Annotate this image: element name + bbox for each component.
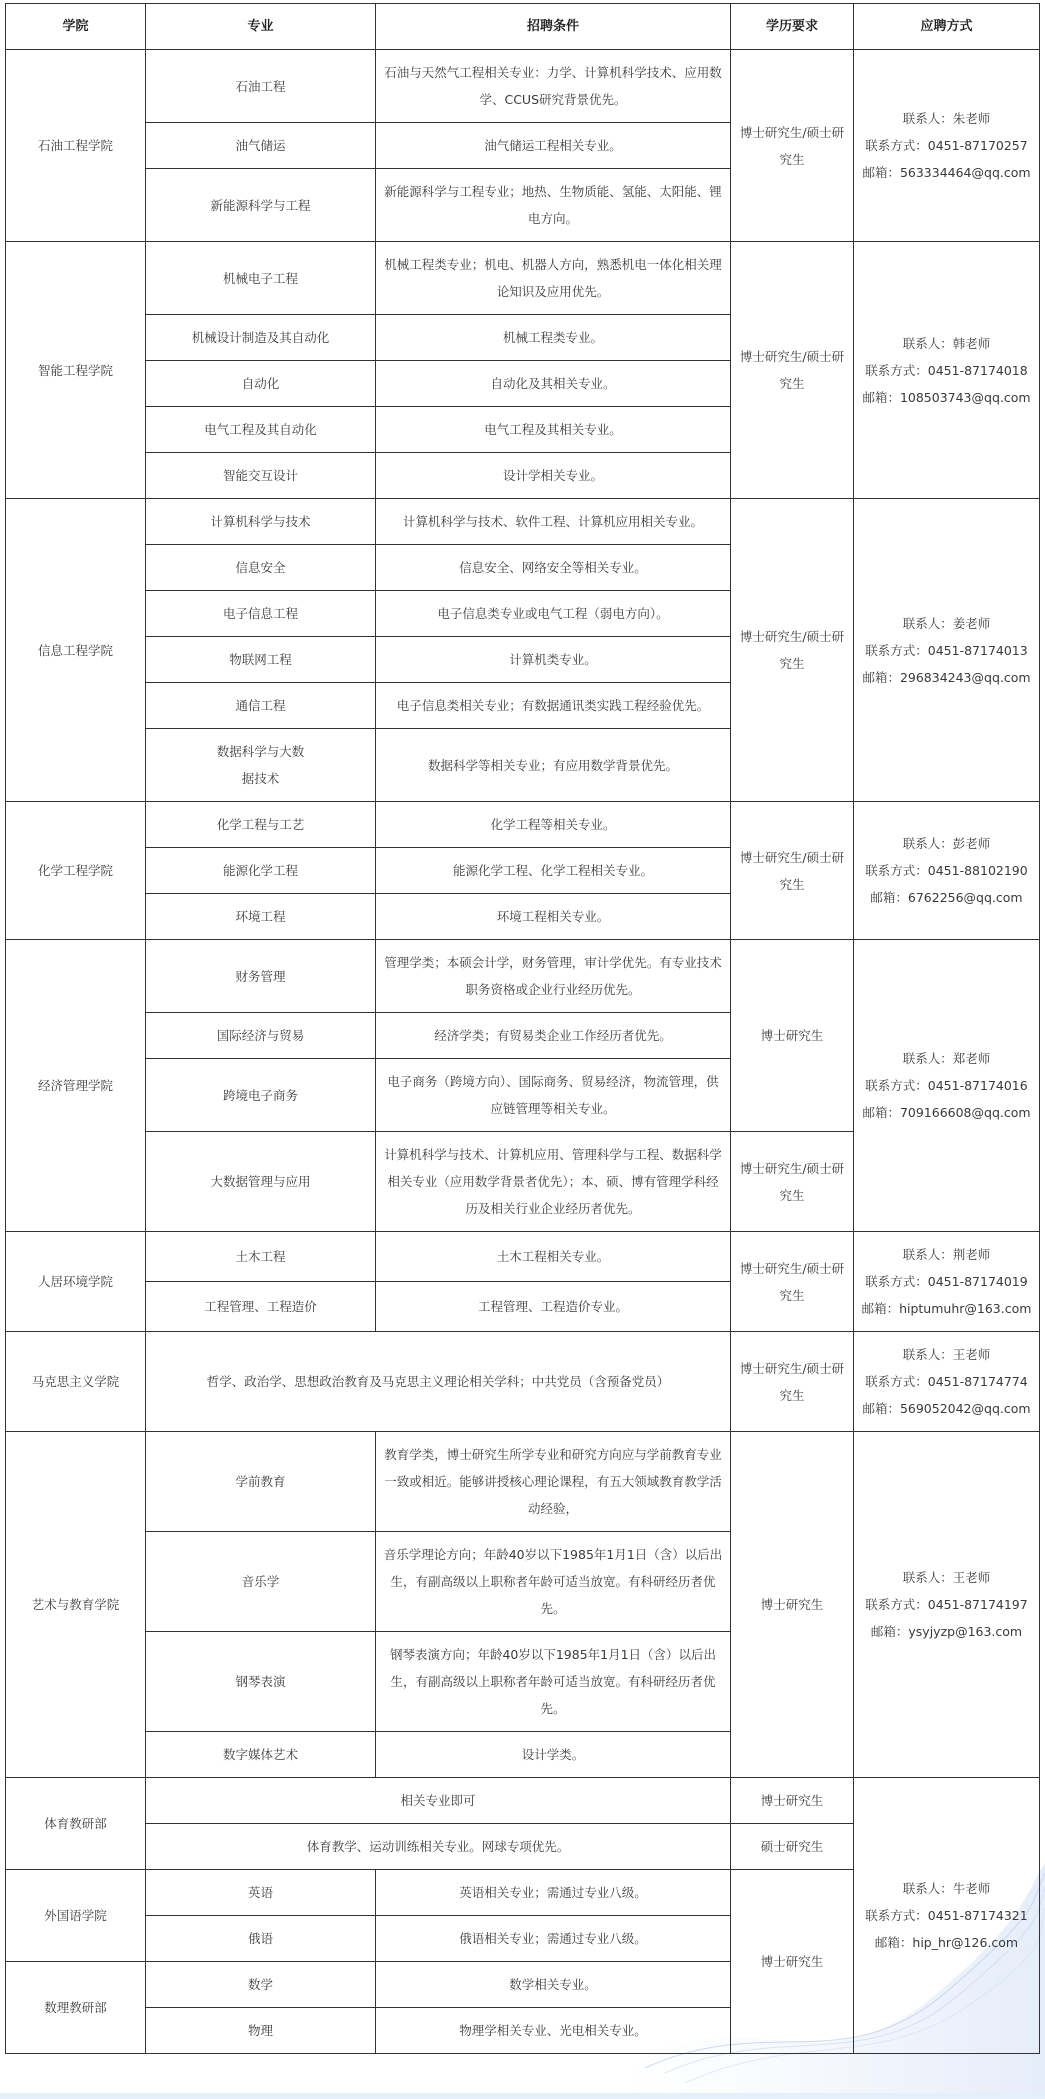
contact-phone: 联系方式：0451-87174019: [865, 1274, 1028, 1289]
college-name: 信息工程学院: [5, 498, 145, 801]
contact-phone: 联系方式：0451-87174018: [865, 362, 1028, 378]
major-cell: 工程管理、工程造价: [145, 1281, 375, 1331]
degree-cell: 博士研究生: [730, 939, 853, 1131]
requirement-cell: 新能源科学与工程专业；地热、生物质能、氢能、太阳能、锂电方向。: [375, 168, 730, 241]
major-cell: 通信工程: [145, 682, 375, 728]
contact-cell: [853, 1331, 1040, 1431]
requirement-cell: 音乐学理论方向；年龄40岁以下1985年1月1日（含）以后出生，有副高级以上职称者年龄可适当放宽。有科研经历者优先。: [375, 1531, 730, 1631]
requirement-cell: 管理学类；本硕会计学，财务管理，审计学优先。有专业技术职务资格或企业行业经历优先。: [375, 939, 730, 1012]
requirement-cell: 教育学类，博士研究生所学专业和研究方向应与学前教育专业一致或相近。能够讲授核心理论课程，有五大领域教育教学活动经验，: [375, 1431, 730, 1531]
contact-phone: 联系方式：0451-87174774: [865, 1374, 1028, 1389]
contact-email[interactable]: 邮箱：709166608@qq.com: [862, 1105, 1031, 1120]
major-cell: 电气工程及其自动化: [145, 406, 375, 452]
header-apply: 应聘方式: [853, 3, 1040, 49]
header-college: 学院: [5, 3, 145, 49]
contact-person: 联系人：荆老师: [902, 1247, 991, 1262]
contact-cell: [853, 1231, 1040, 1331]
contact-phone: 联系方式：0451-88102190: [865, 863, 1028, 878]
contact-cell: [853, 1431, 1040, 1777]
requirement-cell: 环境工程相关专业。: [375, 893, 730, 939]
requirement-cell: 经济学类；有贸易类企业工作经历者优先。: [375, 1012, 730, 1058]
requirement-cell: 物理学相关专业、光电相关专业。: [375, 2007, 730, 2054]
requirement-cell: 体育教学、运动训练相关专业。网球专项优先。: [145, 1823, 730, 1869]
college-name: 外国语学院: [5, 1869, 145, 1961]
major-cell: 数字媒体艺术: [145, 1731, 375, 1777]
contact-email[interactable]: 邮箱：569052042@qq.com: [862, 1401, 1031, 1416]
college-name: 体育教研部: [5, 1777, 145, 1869]
major-cell: 国际经济与贸易: [145, 1012, 375, 1058]
contact-email[interactable]: 邮箱：hiptumuhr@163.com: [861, 1301, 1032, 1316]
header-requirements: 招聘条件: [375, 3, 730, 49]
contact-cell: [853, 1777, 1040, 2054]
contact-email[interactable]: 邮箱：6762256@qq.com: [870, 890, 1023, 905]
degree-cell: 博士研究生/硕士研究生: [730, 498, 853, 801]
requirement-cell: 数据科学等相关专业；有应用数学背景优先。: [375, 728, 730, 801]
footer-band: [0, 2093, 1045, 2099]
contact-phone: 联系方式：0451-87170257: [865, 138, 1028, 153]
major-cell: 计算机科学与技术: [145, 498, 375, 544]
degree-cell: 博士研究生: [730, 1869, 853, 2054]
college-name: 数理教研部: [5, 1961, 145, 2054]
degree-cell: 博士研究生: [730, 1431, 853, 1777]
requirement-cell: 信息安全、网络安全等相关专业。: [375, 544, 730, 590]
requirement-cell: 计算机类专业。: [375, 636, 730, 682]
major-cell: 机械设计制造及其自动化: [145, 314, 375, 360]
major-cell: 英语: [145, 1869, 375, 1915]
requirement-cell: 工程管理、工程造价专业。: [375, 1281, 730, 1331]
requirement-cell: 电气工程及其相关专业。: [375, 406, 730, 452]
degree-cell: 博士研究生/硕士研究生: [730, 801, 853, 939]
header-major: 专业: [145, 3, 375, 49]
contact-person: 联系人：王老师: [902, 1570, 991, 1585]
requirement-cell: 设计学类。: [375, 1731, 730, 1777]
degree-cell: 博士研究生/硕士研究生: [730, 1231, 853, 1331]
major-cell: 物理: [145, 2007, 375, 2054]
major-cell: 土木工程: [145, 1231, 375, 1281]
degree-cell: 硕士研究生: [730, 1823, 853, 1869]
requirement-cell: 油气储运工程相关专业。: [375, 122, 730, 168]
college-name: 经济管理学院: [5, 939, 145, 1231]
major-cell: 石油工程: [145, 49, 375, 122]
major-cell: 智能交互设计: [145, 452, 375, 498]
degree-cell: 博士研究生/硕士研究生: [730, 241, 853, 498]
requirement-cell: 石油与天然气工程相关专业：力学、计算机科学技术、应用数学、CCUS研究背景优先。: [375, 49, 730, 122]
degree-cell: 博士研究生: [730, 1777, 853, 1823]
contact-person: 联系人：彭老师: [902, 836, 991, 851]
contact-cell: [853, 49, 1040, 241]
requirement-cell: 土木工程相关专业。: [375, 1231, 730, 1281]
college-name: 化学工程学院: [5, 801, 145, 939]
requirement-cell: 机械工程类专业；机电、机器人方向，熟悉机电一体化相关理论知识及应用优先。: [375, 241, 730, 314]
college-name: 智能工程学院: [5, 241, 145, 498]
contact-person: 联系人：姜老师: [902, 615, 991, 631]
requirement-cell: 计算机科学与技术、计算机应用、管理科学与工程、数据科学相关专业（应用数学背景者优先）；本、硕、博有管理学科经历及相关行业企业经历者优先。: [375, 1131, 730, 1231]
requirement-cell: 钢琴表演方向；年龄40岁以下1985年1月1日（含）以后出生，有副高级以上职称者年龄可适当放宽。有科研经历者优先。: [375, 1631, 730, 1731]
contact-person: 联系人：郑老师: [902, 1051, 991, 1066]
major-cell: 油气储运: [145, 122, 375, 168]
major-cell: 环境工程: [145, 893, 375, 939]
major-cell: 钢琴表演: [145, 1631, 375, 1731]
contact-person: 联系人：王老师: [902, 1347, 991, 1362]
contact-phone: 联系方式：0451-87174013: [865, 642, 1028, 658]
major-cell: 跨境电子商务: [145, 1058, 375, 1131]
contact-email[interactable]: 邮箱：108503743@qq.com: [862, 389, 1031, 405]
major-cell: 财务管理: [145, 939, 375, 1012]
major-cell: 音乐学: [145, 1531, 375, 1631]
contact-person: 联系人：韩老师: [902, 335, 991, 351]
college-name: 艺术与教育学院: [5, 1431, 145, 1777]
major-cell: 电子信息工程: [145, 590, 375, 636]
requirement-cell: 设计学相关专业。: [375, 452, 730, 498]
degree-cell: 博士研究生/硕士研究生: [730, 1331, 853, 1431]
contact-cell: [853, 801, 1040, 939]
requirement-cell: 哲学、政治学、思想政治教育及马克思主义理论相关学科；中共党员（含预备党员）: [145, 1331, 730, 1431]
major-cell: 机械电子工程: [145, 241, 375, 314]
contact-email[interactable]: 邮箱：hip_hr@126.com: [874, 1935, 1019, 1950]
contact-person: 联系人：朱老师: [902, 111, 991, 126]
requirement-cell: 数学相关专业。: [375, 1961, 730, 2007]
requirement-cell: 相关专业即可: [145, 1777, 730, 1823]
requirement-cell: 能源化学工程、化学工程相关专业。: [375, 847, 730, 893]
contact-phone: 联系方式：0451-87174321: [865, 1908, 1028, 1923]
major-cell: 能源化学工程: [145, 847, 375, 893]
college-name: 马克思主义学院: [5, 1331, 145, 1431]
major-cell: 俄语: [145, 1915, 375, 1961]
requirement-cell: 电子信息类专业或电气工程（弱电方向）。: [375, 590, 730, 636]
header-degree: 学历要求: [730, 3, 853, 49]
major-cell: 物联网工程: [145, 636, 375, 682]
contact-email[interactable]: 邮箱：296834243@qq.com: [862, 669, 1031, 685]
major-cell: 化学工程与工艺: [145, 801, 375, 847]
requirement-cell: 俄语相关专业；需通过专业八级。: [375, 1915, 730, 1961]
major-cell: 信息安全: [145, 544, 375, 590]
contact-phone: 联系方式：0451-87174016: [865, 1078, 1028, 1093]
contact-cell: [853, 498, 1040, 801]
major-cell: 大数据管理与应用: [145, 1131, 375, 1231]
requirement-cell: 机械工程类专业。: [375, 314, 730, 360]
degree-cell: 博士研究生/硕士研究生: [730, 1131, 853, 1231]
requirement-cell: 电子信息类相关专业；有数据通讯类实践工程经验优先。: [375, 682, 730, 728]
contact-person: 联系人：牛老师: [902, 1881, 991, 1896]
major-cell: 数学: [145, 1961, 375, 2007]
major-cell: 新能源科学与工程: [145, 168, 375, 241]
degree-cell: 博士研究生/硕士研究生: [730, 49, 853, 241]
major-cell: 自动化: [145, 360, 375, 406]
college-name: 人居环境学院: [5, 1231, 145, 1331]
requirement-cell: 计算机科学与技术、软件工程、计算机应用相关专业。: [375, 498, 730, 544]
contact-phone: 联系方式：0451-87174197: [865, 1597, 1028, 1612]
contact-email[interactable]: 邮箱：ysyjyzp@163.com: [870, 1624, 1023, 1639]
contact-email[interactable]: 邮箱：563334464@qq.com: [862, 165, 1031, 180]
major-cell: 学前教育: [145, 1431, 375, 1531]
requirement-cell: 英语相关专业；需通过专业八级。: [375, 1869, 730, 1915]
college-name: 石油工程学院: [5, 49, 145, 241]
major-cell: 数据科学与大数据技术: [145, 728, 375, 801]
requirement-cell: 化学工程等相关专业。: [375, 801, 730, 847]
contact-cell: [853, 939, 1040, 1231]
requirement-cell: 电子商务（跨境方向）、国际商务、贸易经济，物流管理，供应链管理等相关专业。: [375, 1058, 730, 1131]
contact-cell: [853, 241, 1040, 498]
requirement-cell: 自动化及其相关专业。: [375, 360, 730, 406]
